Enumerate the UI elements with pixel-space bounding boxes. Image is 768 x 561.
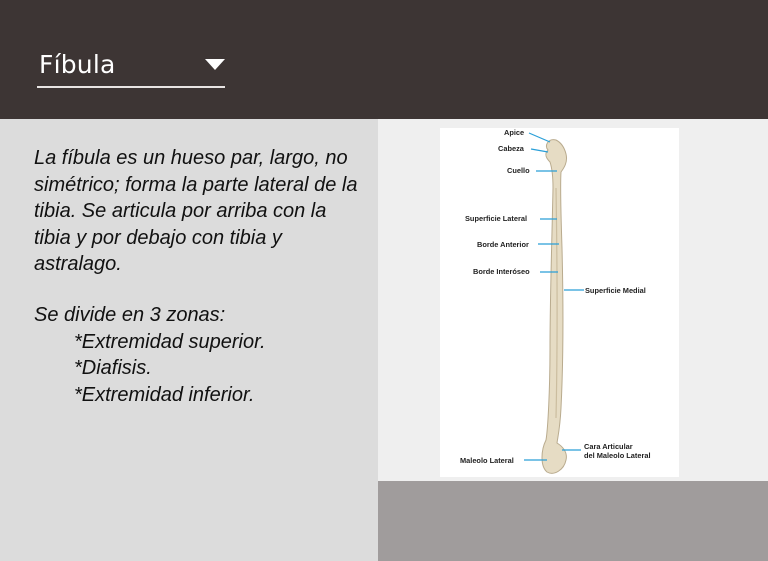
zone-item: *Diafisis. xyxy=(74,357,152,379)
fibula-bone xyxy=(542,140,567,474)
label-borde-anterior: Borde Anterior xyxy=(477,240,529,249)
fibula-diagram-svg xyxy=(440,128,679,477)
label-cara-articular-2: del Maleolo Lateral xyxy=(584,451,651,460)
label-superficie-lateral: Superficie Lateral xyxy=(465,214,528,223)
dropdown-selected-value: Fíbula xyxy=(39,50,116,79)
zones-intro: Se divide en 3 zonas: xyxy=(34,304,226,326)
label-cabeza: Cabeza xyxy=(498,144,524,153)
label-cuello: Cuello xyxy=(507,166,530,175)
text-panel xyxy=(0,119,378,561)
zone-item: *Extremidad inferior. xyxy=(74,383,255,406)
label-maleolo-lateral: Maleolo Lateral xyxy=(460,456,514,465)
label-apice: Apice xyxy=(504,128,525,137)
bone-select-dropdown[interactable] xyxy=(37,44,225,88)
label-borde-interoseo: Borde Interóseo xyxy=(473,267,530,276)
zone-item: *Extremidad superior. xyxy=(74,330,266,353)
fibula-diagram xyxy=(440,128,679,477)
label-superficie-medial: Superficie Medial xyxy=(585,286,646,295)
description-text: La fíbula es un hueso par, largo, no simétrico; forma la parte lateral de la tibia. Se articula por arriba con la tibia y por debajo con tibia y astralago. xyxy=(34,147,358,275)
header-bar xyxy=(0,0,768,119)
chevron-down-icon xyxy=(205,59,225,71)
bottom-bar xyxy=(378,481,768,561)
zones-section xyxy=(34,302,364,408)
label-cara-articular: Cara Articular xyxy=(584,442,633,451)
